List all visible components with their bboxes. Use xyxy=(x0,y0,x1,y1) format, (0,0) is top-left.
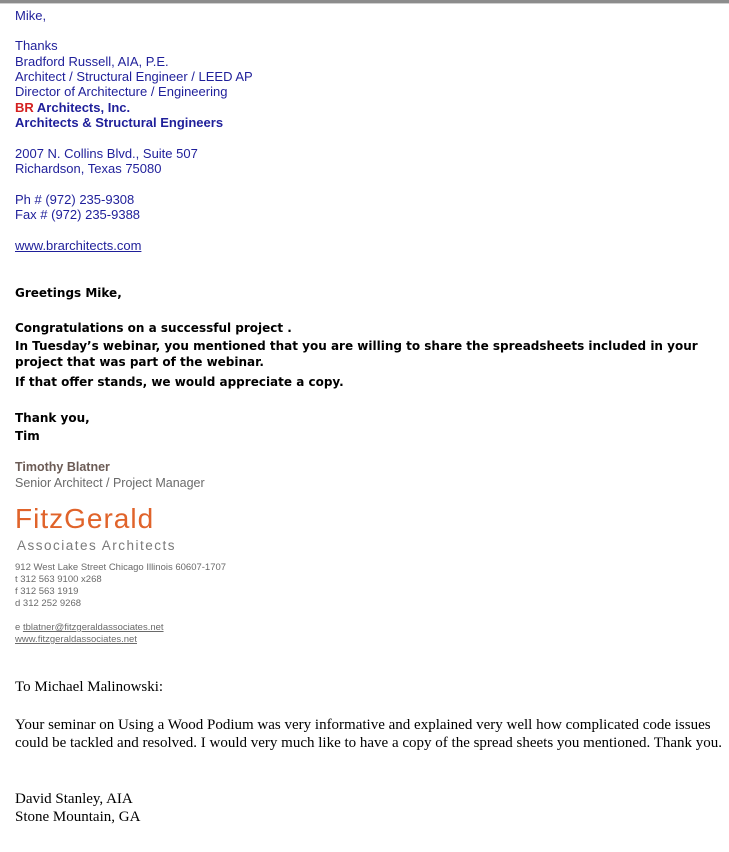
fitzgerald-logo: FitzGerald xyxy=(15,503,155,534)
email1-fax: Fax # (972) 235-9388 xyxy=(15,207,141,222)
email2-website-link[interactable]: www.fitzgeraldassociates.net xyxy=(15,634,137,645)
email1-phone: Ph # (972) 235-9308 xyxy=(15,192,135,207)
email1-title-1: Architect / Structural Engineer / LEED AP xyxy=(15,69,253,84)
email2-direct: d 312 252 9268 xyxy=(15,598,82,609)
email2-signature-title: Senior Architect / Project Manager xyxy=(15,476,205,490)
email1-sender-name: Bradford Russell, AIA, P.E. xyxy=(15,54,169,69)
email2-signature-name: Timothy Blatner xyxy=(15,460,110,474)
email1-company xyxy=(15,100,130,115)
company-rest: Architects, Inc. xyxy=(33,100,131,115)
email1-website-link[interactable]: www.brarchitects.com xyxy=(15,238,142,253)
email1-thanks: Thanks xyxy=(15,38,58,53)
email3-location: Stone Mountain, GA xyxy=(15,809,141,825)
email2-greeting: Greetings Mike, xyxy=(15,286,122,300)
email2-closing: Thank you, xyxy=(15,411,90,425)
email1-greeting: Mike, xyxy=(15,8,47,23)
email2-address: 912 West Lake Street Chicago Illinois 60607-1707 xyxy=(15,562,227,573)
email2-line-2: In Tuesday’s webinar, you mentioned that you are willing to share the spreadsheets included in your project that was part of the webinar. xyxy=(15,339,698,369)
top-border xyxy=(0,0,729,4)
email2-line-1: Congratulations on a successful project . xyxy=(15,321,292,335)
email2-line-3: If that offer stands, we would appreciate a copy. xyxy=(15,375,344,389)
email3-sender-name: David Stanley, AIA xyxy=(15,791,133,807)
email1-address-line-2: Richardson, Texas 75080 xyxy=(15,161,162,176)
email2-telephone: t 312 563 9100 x268 xyxy=(15,574,102,585)
company-prefix: BR xyxy=(15,100,34,115)
email-prefix: e xyxy=(15,622,23,633)
email1-title-2: Director of Architecture / Engineering xyxy=(15,84,228,99)
email3-body: Your seminar on Using a Wood Podium was very informative and explained very well how complicated code issues could be tackled and resolved. I would very much like to have a copy of the spread sheets you mentioned. Thank you. xyxy=(15,717,723,751)
email1-company-tagline: Architects & Structural Engineers xyxy=(15,115,224,130)
email1-address-line-1: 2007 N. Collins Blvd., Suite 507 xyxy=(15,146,198,161)
email2-email-link[interactable]: tblatner@fitzgeraldassociates.net xyxy=(22,622,164,633)
fitzgerald-logo-subtitle: Associates Architects xyxy=(17,538,177,553)
email2-fax: f 312 563 1919 xyxy=(15,586,79,597)
email2-signoff: Tim xyxy=(15,429,40,443)
email2-email-line xyxy=(15,622,164,634)
email3-salutation: To Michael Malinowski: xyxy=(15,679,164,695)
